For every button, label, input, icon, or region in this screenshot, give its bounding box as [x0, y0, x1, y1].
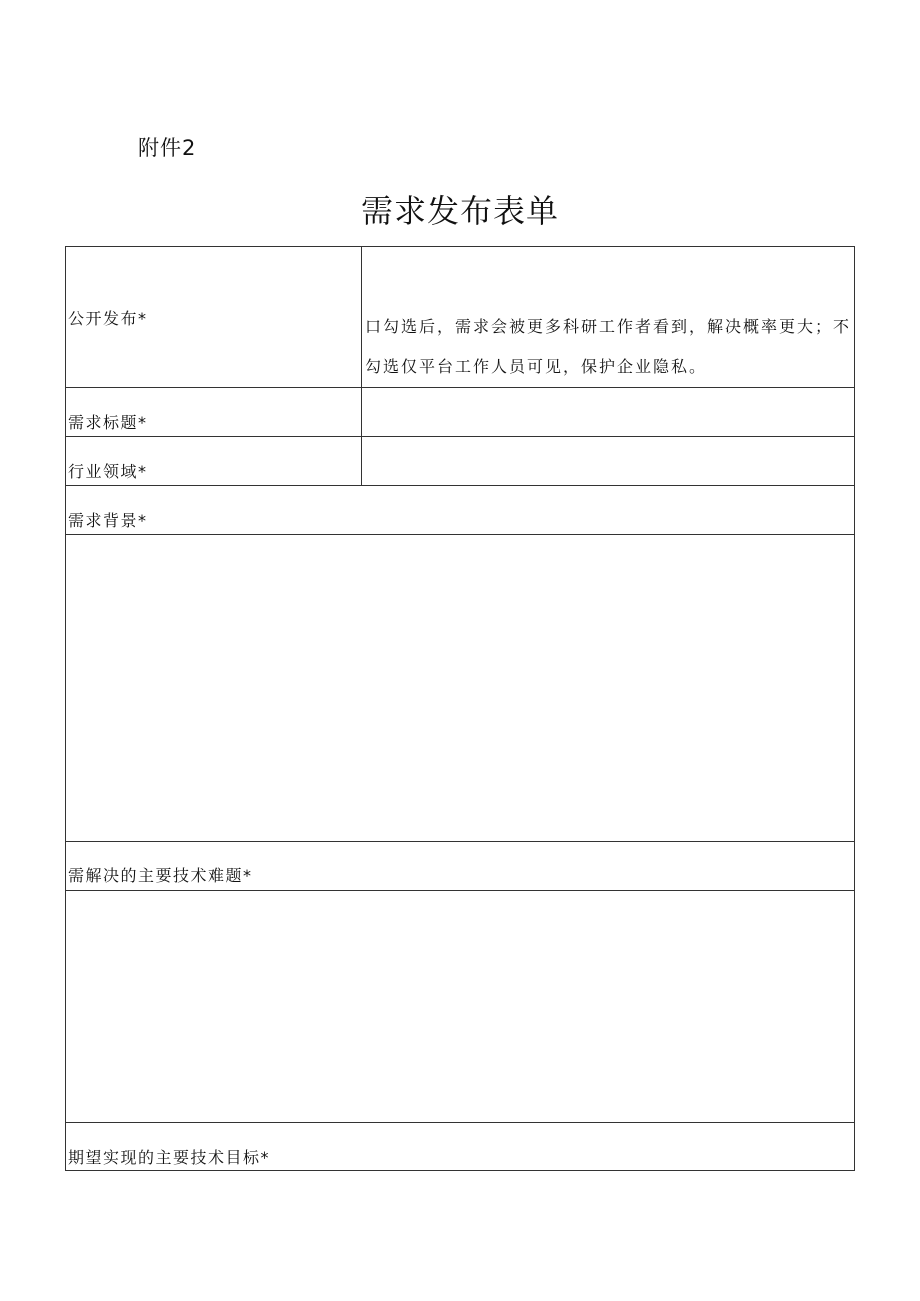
tech-goals-label: 期望实现的主要技术目标*: [68, 1148, 271, 1167]
row-divider: [66, 841, 854, 842]
demand-title-field[interactable]: [363, 389, 853, 435]
demand-form-table: [65, 246, 855, 1171]
form-title: 需求发布表单: [360, 192, 559, 230]
public-release-checkbox-description[interactable]: 口勾选后，需求会被更多科研工作者看到，解决概率更大；不勾选仅平台工作人员可见，保护企业隐私。: [365, 317, 852, 376]
tech-problems-field[interactable]: [68, 893, 852, 1121]
tech-problems-label: 需解决的主要技术难题*: [68, 866, 253, 885]
background-label: 需求背景*: [68, 511, 148, 530]
row-divider: [66, 485, 854, 486]
attachment-label: 附件2: [138, 136, 197, 160]
column-divider: [361, 247, 362, 485]
row-divider: [66, 387, 854, 388]
background-field[interactable]: [68, 537, 852, 839]
industry-label: 行业领域*: [68, 462, 148, 481]
public-release-label: 公开发布*: [68, 309, 148, 328]
row-divider: [66, 1122, 854, 1123]
row-divider: [66, 534, 854, 535]
row-divider: [66, 436, 854, 437]
industry-field[interactable]: [363, 438, 853, 484]
demand-title-label: 需求标题*: [68, 413, 148, 432]
row-divider: [66, 890, 854, 891]
